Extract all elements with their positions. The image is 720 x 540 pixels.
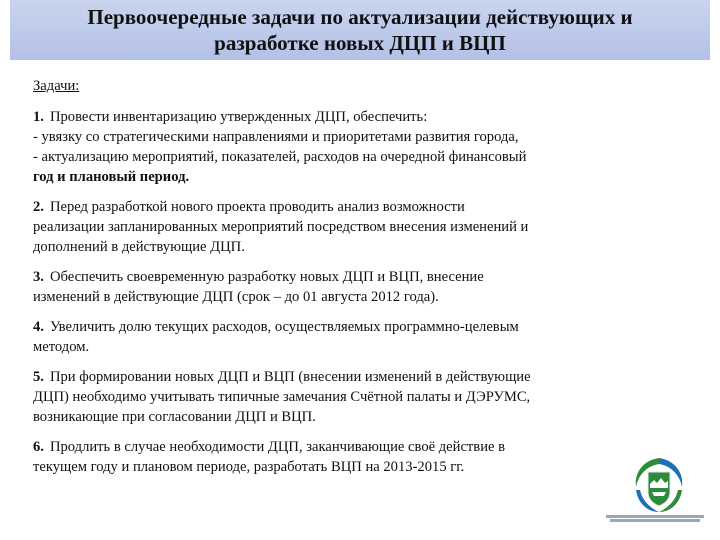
slide-title-line-2: разработке новых ДЦП и ВЦП [214, 31, 506, 55]
task-4-line-1 [33, 317, 693, 337]
task-item-6 [33, 437, 693, 477]
tasks-heading: Задачи: [33, 78, 80, 94]
task-1-line-2: - увязку со стратегическими направлениями и приоритетами развития города, [33, 129, 519, 145]
slide-title-bar [10, 0, 710, 60]
task-3-line-2: изменений в действующие ДЦП (срок – до 01 августа 2012 года). [33, 289, 439, 305]
task-text: Провести инвентаризацию утвержденных ДЦП, обеспечить: [49, 109, 428, 125]
task-item-1 [33, 107, 693, 187]
task-1-line-1 [33, 107, 693, 127]
task-item-3 [33, 267, 693, 307]
task-2-line-3: дополнений в действующие ДЦП. [33, 239, 245, 255]
slide-content [33, 76, 693, 487]
task-text: Увеличить долю текущих расходов, осуществляемых программно-целевым [49, 319, 519, 335]
task-text: Обеспечить своевременную разработку новых ДЦП и ВЦП, внесение [49, 269, 484, 285]
task-5-line-1 [33, 367, 693, 387]
task-1-line-4: год и плановый период. [33, 169, 190, 185]
task-number: 3. [33, 269, 44, 285]
task-item-4 [33, 317, 693, 357]
task-item-5 [33, 367, 693, 427]
city-emblem-icon [626, 454, 692, 516]
task-6-line-1 [33, 437, 693, 457]
task-number: 5. [33, 369, 44, 385]
task-number: 1. [33, 109, 44, 125]
task-2-line-1 [33, 197, 693, 217]
task-text: При формировании новых ДЦП и ВЦП (внесении изменений в действующие [49, 369, 531, 385]
task-6-line-2: текущем году и плановом периоде, разработать ВЦП на 2013-2015 гг. [33, 459, 465, 475]
task-number: 4. [33, 319, 44, 335]
slide-title-line-1: Первоочередные задачи по актуализации действующих и [87, 5, 633, 29]
task-2-line-2: реализации запланированных мероприятий посредством внесения изменений и [33, 219, 529, 235]
task-number: 6. [33, 439, 44, 455]
task-item-2 [33, 197, 693, 257]
task-1-line-3: - актуализацию мероприятий, показателей, расходов на очередной финансовый [33, 149, 527, 165]
task-number: 2. [33, 199, 44, 215]
task-4-line-2: методом. [33, 339, 90, 355]
task-5-line-3: возникающие при согласовании ДЦП и ВЦП. [33, 409, 316, 425]
task-text: Продлить в случае необходимости ДЦП, заканчивающие своё действие в [49, 439, 506, 455]
emblem-caption [600, 514, 710, 523]
task-3-line-1 [33, 267, 693, 287]
task-text: Перед разработкой нового проекта проводить анализ возможности [49, 199, 465, 215]
task-5-line-2: ДЦП) необходимо учитывать типичные замечания Счётной палаты и ДЭРУМС, [33, 389, 531, 405]
